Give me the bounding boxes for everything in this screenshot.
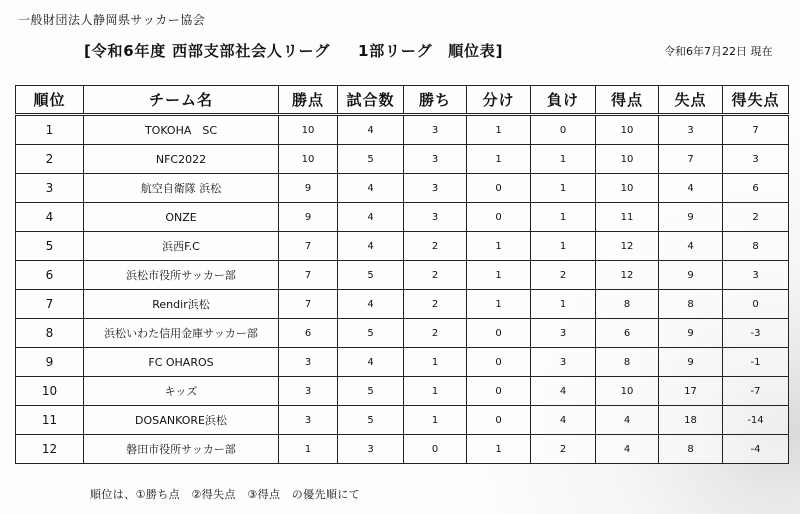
- goals-for-cell: 10: [596, 115, 659, 145]
- goals-against-cell: 4: [659, 232, 723, 261]
- draws-cell: 0: [467, 377, 531, 406]
- wins-cell: 2: [404, 290, 467, 319]
- goals-for-cell: 4: [596, 435, 659, 464]
- points-cell: 9: [279, 203, 338, 232]
- table-row: [16, 145, 789, 174]
- losses-cell: 1: [531, 290, 596, 319]
- table-row: [16, 232, 789, 261]
- draws-cell: 1: [467, 115, 531, 145]
- goals-against-cell: 17: [659, 377, 723, 406]
- draws-cell: 1: [467, 232, 531, 261]
- goals-for-cell: 12: [596, 261, 659, 290]
- as-of-date: 令和6年7月22日 現在: [664, 45, 773, 58]
- column-header-rank: 順位: [16, 86, 84, 115]
- draws-cell: 0: [467, 174, 531, 203]
- goals-for-cell: 10: [596, 377, 659, 406]
- team-name-cell: Rendir浜松: [84, 290, 279, 319]
- team-name-cell: 浜松市役所サッカー部: [84, 261, 279, 290]
- column-header-wins: 勝ち: [404, 86, 467, 115]
- wins-cell: 3: [404, 203, 467, 232]
- team-name-cell: FC OHAROS: [84, 348, 279, 377]
- goal-diff-cell: -1: [723, 348, 789, 377]
- rank-cell: 2: [16, 145, 84, 174]
- draws-cell: 1: [467, 435, 531, 464]
- table-row: [16, 203, 789, 232]
- goals-against-cell: 8: [659, 435, 723, 464]
- goals-for-cell: 4: [596, 406, 659, 435]
- rank-cell: 7: [16, 290, 84, 319]
- losses-cell: 1: [531, 145, 596, 174]
- goals-for-cell: 11: [596, 203, 659, 232]
- goals-for-cell: 10: [596, 145, 659, 174]
- rank-cell: 12: [16, 435, 84, 464]
- played-cell: 4: [338, 203, 404, 232]
- goal-diff-cell: 2: [723, 203, 789, 232]
- table-row: [16, 290, 789, 319]
- goals-against-cell: 7: [659, 145, 723, 174]
- goal-diff-cell: 7: [723, 115, 789, 145]
- rank-cell: 4: [16, 203, 84, 232]
- goals-against-cell: 9: [659, 319, 723, 348]
- goals-for-cell: 6: [596, 319, 659, 348]
- draws-cell: 0: [467, 348, 531, 377]
- played-cell: 5: [338, 319, 404, 348]
- ranking-criteria-note: 順位は、①勝ち点 ②得失点 ③得点 の優先順にて: [90, 488, 361, 501]
- team-name-cell: DOSANKORE浜松: [84, 406, 279, 435]
- team-name-cell: 磐田市役所サッカー部: [84, 435, 279, 464]
- column-header-goal-diff: 得失点: [723, 86, 789, 115]
- wins-cell: 2: [404, 319, 467, 348]
- wins-cell: 2: [404, 232, 467, 261]
- team-name-cell: NFC2022: [84, 145, 279, 174]
- rank-cell: 9: [16, 348, 84, 377]
- losses-cell: 2: [531, 261, 596, 290]
- points-cell: 9: [279, 174, 338, 203]
- points-cell: 6: [279, 319, 338, 348]
- wins-cell: 1: [404, 377, 467, 406]
- wins-cell: 3: [404, 174, 467, 203]
- goal-diff-cell: -4: [723, 435, 789, 464]
- points-cell: 3: [279, 406, 338, 435]
- goal-diff-cell: -3: [723, 319, 789, 348]
- rank-cell: 6: [16, 261, 84, 290]
- goals-against-cell: 8: [659, 290, 723, 319]
- page-title: [令和6年度 西部支部社会人リーグ 1部リーグ 順位表]: [84, 42, 504, 60]
- draws-cell: 1: [467, 290, 531, 319]
- losses-cell: 4: [531, 377, 596, 406]
- team-name-cell: 浜松いわた信用金庫サッカー部: [84, 319, 279, 348]
- played-cell: 4: [338, 348, 404, 377]
- table-row: [16, 377, 789, 406]
- points-cell: 7: [279, 290, 338, 319]
- table-row: [16, 348, 789, 377]
- draws-cell: 0: [467, 203, 531, 232]
- table-row: [16, 319, 789, 348]
- draws-cell: 1: [467, 145, 531, 174]
- goals-against-cell: 9: [659, 203, 723, 232]
- wins-cell: 0: [404, 435, 467, 464]
- wins-cell: 1: [404, 406, 467, 435]
- played-cell: 5: [338, 145, 404, 174]
- goal-diff-cell: 0: [723, 290, 789, 319]
- played-cell: 4: [338, 290, 404, 319]
- losses-cell: 0: [531, 115, 596, 145]
- column-header-goals-against: 失点: [659, 86, 723, 115]
- losses-cell: 1: [531, 232, 596, 261]
- table-row: [16, 174, 789, 203]
- column-header-draws: 分け: [467, 86, 531, 115]
- played-cell: 4: [338, 232, 404, 261]
- rank-cell: 5: [16, 232, 84, 261]
- goal-diff-cell: -7: [723, 377, 789, 406]
- points-cell: 10: [279, 145, 338, 174]
- points-cell: 3: [279, 348, 338, 377]
- losses-cell: 4: [531, 406, 596, 435]
- standings-table: [15, 85, 789, 464]
- draws-cell: 1: [467, 261, 531, 290]
- losses-cell: 1: [531, 203, 596, 232]
- losses-cell: 3: [531, 348, 596, 377]
- organization-name: 一般財団法人静岡県サッカー協会: [18, 13, 206, 27]
- team-name-cell: キッズ: [84, 377, 279, 406]
- played-cell: 3: [338, 435, 404, 464]
- goal-diff-cell: -14: [723, 406, 789, 435]
- column-header-losses: 負け: [531, 86, 596, 115]
- column-header-team: チーム名: [84, 86, 279, 115]
- table-row: [16, 435, 789, 464]
- goals-against-cell: 9: [659, 261, 723, 290]
- rank-cell: 3: [16, 174, 84, 203]
- rank-cell: 8: [16, 319, 84, 348]
- goals-for-cell: 10: [596, 174, 659, 203]
- played-cell: 5: [338, 261, 404, 290]
- wins-cell: 1: [404, 348, 467, 377]
- team-name-cell: 浜西F.C: [84, 232, 279, 261]
- team-name-cell: TOKOHA SC: [84, 115, 279, 145]
- column-header-goals-for: 得点: [596, 86, 659, 115]
- goals-against-cell: 9: [659, 348, 723, 377]
- table-row: [16, 261, 789, 290]
- goals-for-cell: 8: [596, 290, 659, 319]
- wins-cell: 2: [404, 261, 467, 290]
- points-cell: 10: [279, 115, 338, 145]
- played-cell: 5: [338, 377, 404, 406]
- rank-cell: 1: [16, 115, 84, 145]
- points-cell: 3: [279, 377, 338, 406]
- points-cell: 1: [279, 435, 338, 464]
- column-header-played: 試合数: [338, 86, 404, 115]
- goal-diff-cell: 8: [723, 232, 789, 261]
- points-cell: 7: [279, 261, 338, 290]
- losses-cell: 1: [531, 174, 596, 203]
- goals-for-cell: 12: [596, 232, 659, 261]
- losses-cell: 2: [531, 435, 596, 464]
- goals-against-cell: 18: [659, 406, 723, 435]
- table-header-row: [16, 86, 789, 115]
- team-name-cell: ONZE: [84, 203, 279, 232]
- table-row: [16, 115, 789, 145]
- goal-diff-cell: 3: [723, 261, 789, 290]
- goals-against-cell: 3: [659, 115, 723, 145]
- column-header-points: 勝点: [279, 86, 338, 115]
- played-cell: 4: [338, 174, 404, 203]
- played-cell: 4: [338, 115, 404, 145]
- wins-cell: 3: [404, 145, 467, 174]
- rank-cell: 11: [16, 406, 84, 435]
- table-row: [16, 406, 789, 435]
- goal-diff-cell: 6: [723, 174, 789, 203]
- goal-diff-cell: 3: [723, 145, 789, 174]
- team-name-cell: 航空自衛隊 浜松: [84, 174, 279, 203]
- losses-cell: 3: [531, 319, 596, 348]
- wins-cell: 3: [404, 115, 467, 145]
- goals-for-cell: 8: [596, 348, 659, 377]
- goals-against-cell: 4: [659, 174, 723, 203]
- rank-cell: 10: [16, 377, 84, 406]
- played-cell: 5: [338, 406, 404, 435]
- draws-cell: 0: [467, 406, 531, 435]
- draws-cell: 0: [467, 319, 531, 348]
- points-cell: 7: [279, 232, 338, 261]
